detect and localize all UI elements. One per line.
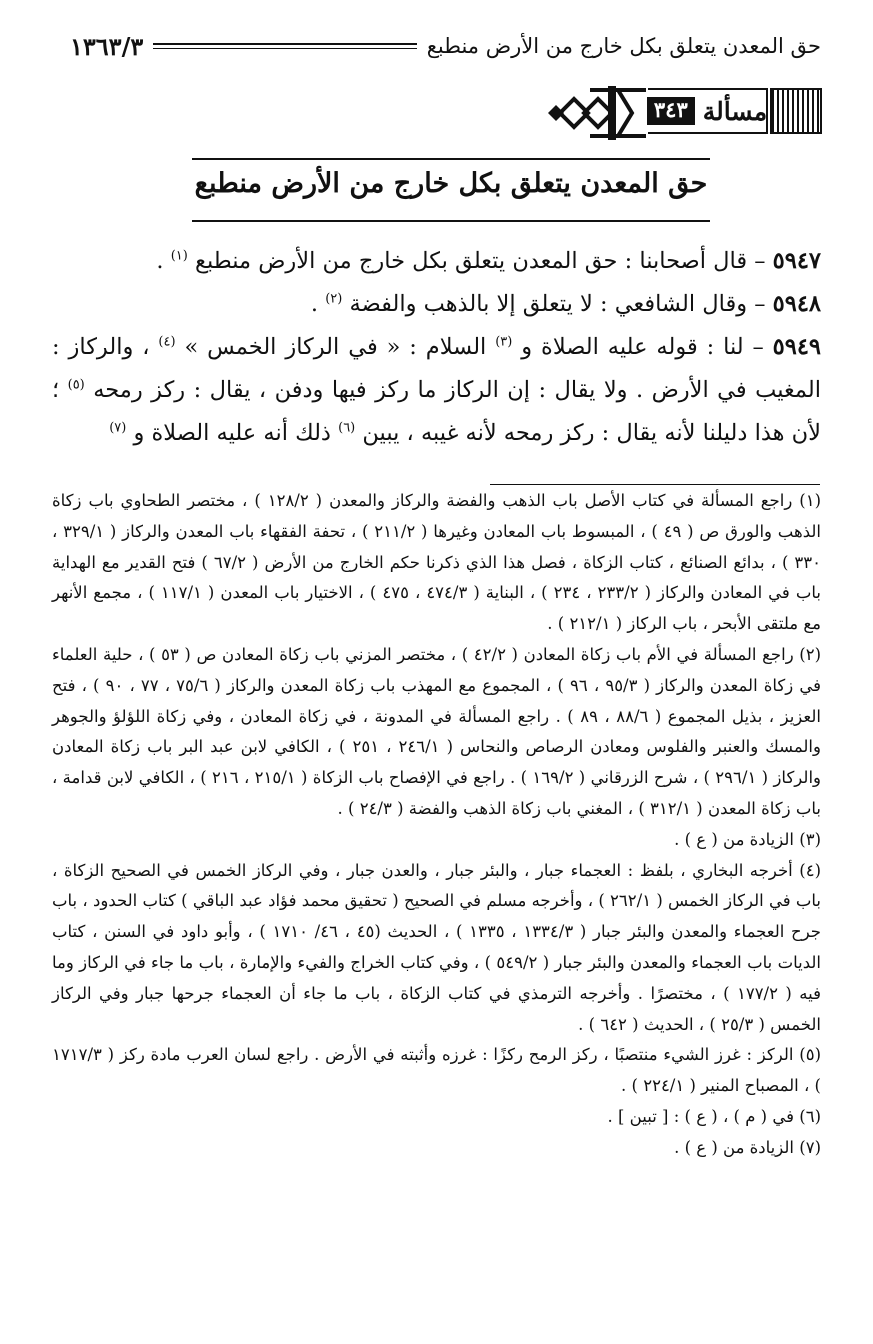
footnote-ref-2[interactable]: (٢)	[325, 291, 343, 307]
footnote-7: (٧) الزيادة من ( ع ) .	[674, 1137, 821, 1157]
paragraph-text: ، والركاز : المغيب في الأرض . ولا يقال : إن الركاز ما ركز فيها ودفن ، يقال : ركز رمحه	[52, 334, 821, 403]
masala-label: مسألة	[702, 96, 768, 126]
paragraph-text: – لنا : قوله عليه الصلاة و	[521, 334, 773, 360]
masala-number: ٣٤٣	[647, 97, 695, 124]
geometric-ornament-icon	[546, 82, 650, 144]
footnote-6: (٦) في ( م ) ، ( ع ) : [ تبين ] .	[607, 1106, 821, 1126]
running-header-title: حق المعدن يتعلق بكل خارج من الأرض منطبع	[426, 34, 821, 58]
title-rule-bottom	[192, 220, 710, 222]
body-text	[52, 240, 821, 455]
footnote-separator	[490, 484, 820, 485]
main-title: حق المعدن يتعلق بكل خارج من الأرض منطبع	[194, 168, 708, 199]
hatched-block-icon	[770, 88, 822, 134]
page-number: ١٣٦٣/٣	[70, 31, 144, 61]
footnote-ref-3[interactable]: (٣)	[495, 334, 513, 350]
paragraph-5948	[52, 283, 821, 326]
paragraph-tail: .	[156, 248, 171, 274]
masala-band	[546, 82, 822, 144]
masala-label-box	[648, 88, 768, 134]
footnote-ref-6[interactable]: (٦)	[338, 420, 356, 436]
footnote-1: (١) راجع المسألة في كتاب الأصل باب الذهب والفضة والركاز والمعدن ( ١٢٨/٢ ) ، مختصر الطحاوي باب زكاة الذهب والورق ص ( ٤٩ ) ، المبسوط باب المعادن وغيرها ( ٢١١/٢ ) ، تحفة الفقهاء باب المعدن والركاز ( ٣٢٩/١ ، ٣٣٠ ) ، بدائع الصنائع ، كتاب الزكاة ، فصل هذا الذي ذكرنا حكم الخارج من الأرض ( ٦٧/٢ ) فتح القدير مع الهداية باب في المعادن والركاز ( ٢٣٣/٢ ، ٢٣٤ ) ، البناية ( ٤٧٤/٣ ، ٤٧٥ ) ، الاختيار باب المعدن ( ١١٧/١ ) ، مجمع الأنهر مع ملتقى الأبحر ، باب الركاز ( ٢١٢/١ ) .	[52, 491, 822, 634]
paragraph-text: – قال أصحابنا : حق المعدن يتعلق بكل خارج من الأرض منطبع	[195, 248, 773, 274]
paragraph-5949	[52, 326, 821, 455]
paragraph-number: ٥٩٤٧	[772, 248, 821, 274]
paragraph-text: ؛ لأن هذا دليلنا لأنه يقال : ركز رمحه لأنه غيبه ، يبين	[52, 377, 821, 446]
paragraph-5947	[52, 240, 821, 283]
footnote-4: (٤) أخرجه البخاري ، بلفظ : العجماء جبار ، والبئر جبار ، والعدن جبار ، وفي الركاز الخمس في الصحيح الزكاة ، باب في الركاز الخمس ( ٢٦٢/١ ) ، وأخرجه مسلم في الصحيح ( تحقيق محمد فؤاد عبد الباقي ) كتاب الحدود ، باب جرح العجماء والمعدن والبئر جبار ( ١٣٣٤/٣ ، ١٣٣٥ ) ، الحديث (٤٥ ، ٤٦/ ١٧١٠ ) ، وأبو داود في السنن ، كتاب الديات باب العجماء والمعدن والبئر جبار ( ٥٤٩/٢ ) ، وفي كتاب الخراج والفيء والإمارة ، باب ما جاء في الركاز وما فيه ( ١٧٧/٢ ) ، مختصرًا . وأخرجه الترمذي في كتاب الزكاة ، باب ما جاء أن العجماء جرحها جبار وفي الركاز الخمس ( ٢٥/٣ ) ، الحديث ( ٦٤٢ ) .	[52, 860, 822, 1034]
paragraph-number: ٥٩٤٨	[772, 291, 821, 317]
footnote-2: (٢) راجع المسألة في الأم باب زكاة المعادن ( ٤٢/٢ ) ، مختصر المزني باب زكاة المعادن ص ( ٥٣ ) ، حلية العلماء في زكاة المعدن والركاز ( ٩٥/٣ ، ٩٦ ) ، المجموع مع المهذب باب زكاة المعدن والركاز ( ٧٥/٦ ، ٧٧ ، ٩٠ ) ، فتح العزيز ، بذيل المجموع ( ٨٨/٦ ، ٨٩ ) . راجع المسألة في المدونة ، في زكاة المعادن ، وفي زكاة اللؤلؤ والجوهر والمسك والعنبر والفلوس ومعادن الرصاص والنحاس ( ٢٤٦/١ ، ٢٥١ ) ، الكافي لابن عبد البر باب زكاة المعادن والركاز ( ٢٩٦/١ ) ، شرح الزرقاني ( ١٦٩/٢ ) . راجع في الإفصاح باب الزكاة ( ٢١٥/١ ، ٢١٦ ) ، الكافي لابن قدامة ، باب زكاة المعدن ( ٣١٢/١ ) ، المغني باب زكاة الذهب والفضة ( ٢٤/٣ ) .	[52, 644, 822, 818]
footnote-ref-4[interactable]: (٤)	[158, 334, 176, 350]
footnote-ref-5[interactable]: (٥)	[67, 377, 85, 393]
running-header	[70, 26, 821, 66]
footnote-3: (٣) الزيادة من ( ع ) .	[674, 829, 821, 849]
paragraph-tail: .	[310, 291, 326, 317]
footnote-ref-1[interactable]: (١)	[170, 248, 188, 264]
paragraph-number: ٥٩٤٩	[772, 334, 821, 360]
paragraph-text: السلام : « في الركاز الخمس »	[184, 334, 496, 360]
main-title-frame	[192, 158, 710, 222]
running-header-rule	[153, 43, 417, 49]
footnote-ref-7[interactable]: (٧)	[109, 420, 127, 436]
paragraph-text: – وقال الشافعي : لا يتعلق إلا بالذهب والفضة	[349, 291, 773, 317]
title-rule-top	[192, 158, 710, 160]
footnotes	[52, 486, 821, 1164]
footnote-5: (٥) الركز : غرز الشيء منتصبًا ، ركز الرمح ركزًا : غرزه وأثبته في الأرض . راجع لسان العرب مادة ركز ( ١٧١٧/٣ ) ، المصباح المنير ( ٢٢٤/١ ) .	[52, 1045, 821, 1096]
paragraph-text: ذلك أنه عليه الصلاة و	[133, 420, 339, 446]
